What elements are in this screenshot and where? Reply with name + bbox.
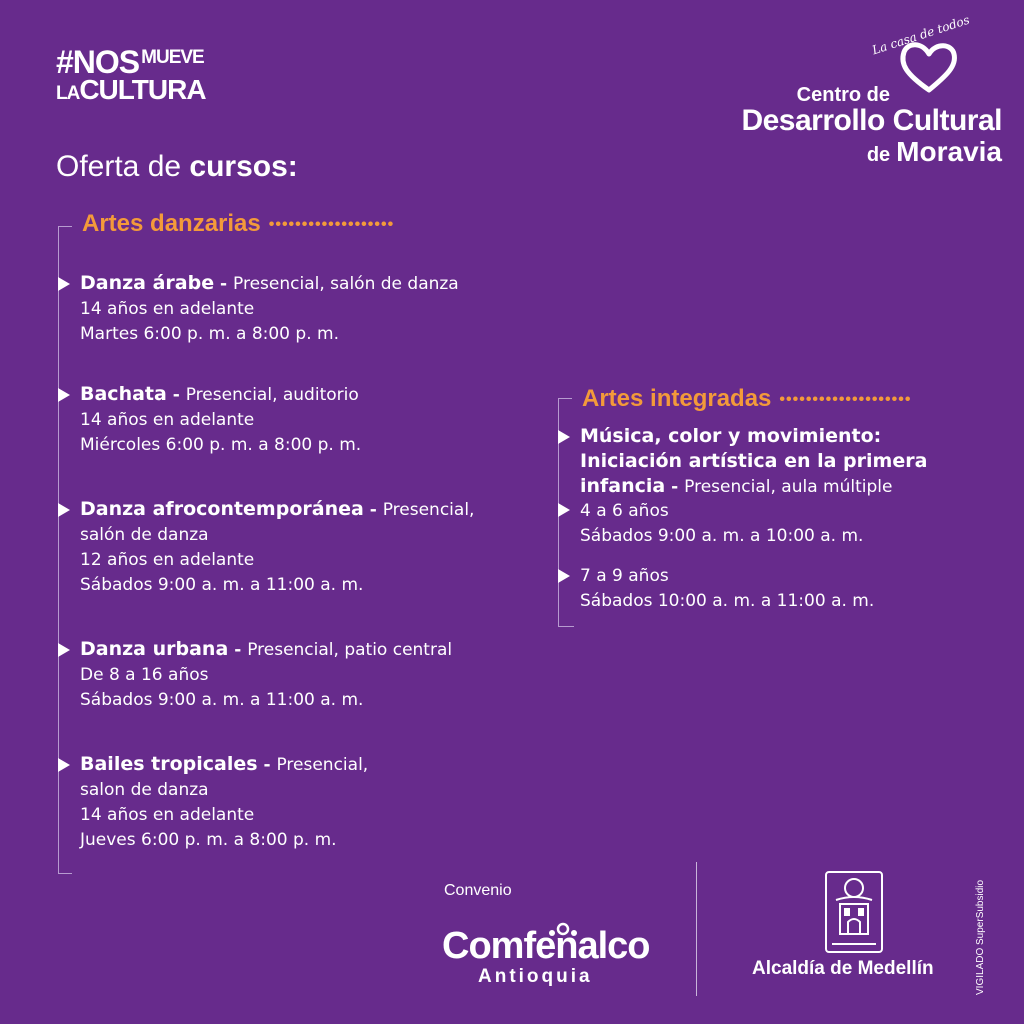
vigilado-supersubsidio: VIGILADO SuperSubsidio [975, 879, 986, 995]
course-danza-urbana: Danza urbana - Presencial, patio central De 8 a 16 años Sábados 9:00 a. m. a 11:00 a. m. [80, 637, 452, 713]
bullet-arrow-icon [58, 503, 70, 517]
course-name: Bachata [80, 383, 167, 405]
integradas-bracket-top [558, 398, 572, 399]
bullet-arrow-icon [58, 758, 70, 772]
bullet-arrow-icon [558, 503, 570, 517]
course-age: De 8 a 16 años [80, 665, 209, 685]
bullet-arrow-icon [58, 388, 70, 402]
alcaldia-medellin-logo: Alcaldía de Medellín [752, 958, 934, 979]
footer-divider [696, 862, 697, 996]
heart-icon [898, 38, 960, 94]
course-age: 14 años en adelante [80, 299, 255, 319]
logo-moravia: Moravia [896, 136, 1002, 167]
course-danza-afrocontemporanea: Danza afrocontemporánea - Presencial, salón de danza 12 años en adelante Sábados 9:00 a. m. a 11:00 a. m. [80, 497, 474, 598]
course-name: Danza urbana [80, 638, 229, 660]
bullet-arrow-icon [558, 430, 570, 444]
centro-cultural-logo [741, 12, 1002, 167]
course-name-line-2: Iniciación artística en la primera [580, 450, 928, 472]
course-name: Danza afrocontemporánea [80, 498, 364, 520]
la-text: LA [56, 83, 80, 104]
course-name-line-1: Música, color y movimiento: [580, 425, 882, 447]
nos-text: NOS [72, 44, 140, 80]
comfenalco-logo: Comfenalco [442, 925, 650, 967]
title-bold: cursos: [189, 150, 298, 183]
course-location: salón de danza [80, 525, 209, 545]
bullet-arrow-icon [58, 277, 70, 291]
course-detail: Presencial, patio central [247, 640, 453, 660]
page-title [56, 150, 298, 184]
medellin-coat-of-arms-icon [824, 870, 884, 954]
group-schedule: Sábados 10:00 a. m. a 11:00 a. m. [580, 591, 875, 611]
course-musica-color-movimiento: Música, color y movimiento: Iniciación artística en la primera infancia - Presencial, aula múltiple [580, 425, 928, 497]
course-detail: Presencial, aula múltiple [684, 477, 893, 497]
cultura-text: CULTURA [79, 74, 206, 105]
integradas-bracket-bottom [558, 626, 574, 627]
nos-mueve-la-cultura-logo [56, 46, 206, 104]
course-schedule: Jueves 6:00 p. m. a 8:00 p. m. [80, 830, 337, 850]
course-name: Danza árabe [80, 272, 215, 294]
course-danza-arabe: Danza árabe - Presencial, salón de danza 14 años en adelante Martes 6:00 p. m. a 8:00 p. m. [80, 271, 459, 347]
group-age: 4 a 6 años [580, 501, 669, 521]
course-detail: Presencial, salón de danza [233, 274, 459, 294]
course-schedule: Martes 6:00 p. m. a 8:00 p. m. [80, 324, 339, 344]
logo-tagline: La casa de todos [870, 12, 972, 58]
logo-line-2: Desarrollo Cultural [741, 104, 1002, 137]
course-bailes-tropicales: Bailes tropicales - Presencial, salon de danza 14 años en adelante Jueves 6:00 p. m. a 8:00 p. m. [80, 752, 368, 853]
course-detail: Presencial, [276, 755, 369, 775]
course-age: 14 años en adelante [80, 410, 255, 430]
group-schedule: Sábados 9:00 a. m. a 10:00 a. m. [580, 526, 864, 546]
bullet-arrow-icon [58, 643, 70, 657]
course-location: salon de danza [80, 780, 209, 800]
logo-line-1: Centro de [796, 84, 890, 106]
section-dots: ••••••••••••••••••• [268, 215, 395, 233]
mueve-text: MUEVE [141, 47, 204, 68]
section-dots: •••••••••••••••••••• [779, 390, 912, 408]
age-group-4-6 [580, 499, 863, 549]
bullet-arrow-icon [558, 569, 570, 583]
title-normal: Oferta de [56, 150, 190, 183]
section-title-danzarias: Artes danzarias ••••••••••••••••••• [82, 210, 395, 237]
section-title-integradas: Artes integradas •••••••••••••••••••• [582, 385, 912, 412]
convenio-label: Convenio [444, 882, 512, 899]
course-bachata: Bachata - Presencial, auditorio 14 años en adelante Miércoles 6:00 p. m. a 8:00 p. m. [80, 382, 361, 458]
danzarias-bracket [58, 226, 59, 874]
course-age: 14 años en adelante [80, 805, 255, 825]
logo-line-3 [867, 136, 1002, 168]
danzarias-bracket-top [58, 226, 72, 227]
age-group-7-9 [580, 564, 874, 614]
comfenalco-antioquia: Antioquia [478, 966, 593, 987]
course-name: Bailes tropicales [80, 753, 258, 775]
danzarias-bracket-bottom [58, 873, 72, 874]
course-schedule: Sábados 9:00 a. m. a 11:00 a. m. [80, 690, 364, 710]
course-detail: Presencial, auditorio [185, 385, 359, 405]
group-age: 7 a 9 años [580, 566, 669, 586]
logo-de: de [866, 144, 891, 166]
course-schedule: Sábados 9:00 a. m. a 11:00 a. m. [80, 575, 364, 595]
course-schedule: Miércoles 6:00 p. m. a 8:00 p. m. [80, 435, 362, 455]
course-detail: Presencial, [382, 500, 475, 520]
course-name-line-3: infancia [580, 475, 666, 497]
hash-symbol: # [56, 44, 73, 80]
course-age: 12 años en adelante [80, 550, 255, 570]
